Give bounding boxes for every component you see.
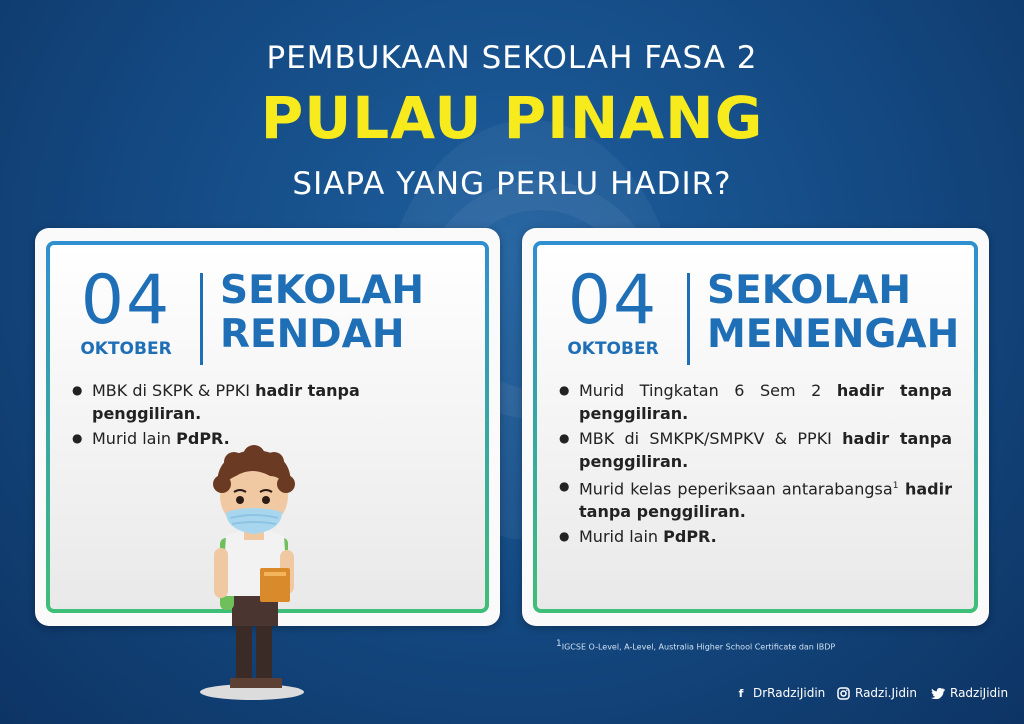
instagram-icon xyxy=(836,686,850,700)
item-text: MBK di SKPK & PPKI xyxy=(92,381,256,400)
criteria-list xyxy=(559,379,952,550)
list-item xyxy=(559,379,952,425)
item-text: Murid Tingkatan 6 Sem 2 xyxy=(579,381,837,400)
date-month: OKTOBER xyxy=(567,339,659,359)
date-number: 04 xyxy=(567,261,659,340)
social-facebook[interactable] xyxy=(734,686,825,700)
list-item xyxy=(559,525,952,548)
card-sekolah-menengah xyxy=(522,228,989,626)
item-text: Murid lain xyxy=(92,429,177,448)
item-bold-text: hadir tanpa penggiliran. xyxy=(579,429,952,471)
footnote-text: IGCSE O-Level, A-Level, Australia Higher School Certificate dan IBDP xyxy=(561,642,836,652)
card-title-line-2: MENENGAH xyxy=(707,312,960,357)
item-text: MBK di SMKPK/SMPKV & PPKI xyxy=(579,429,843,448)
header-line-1: PEMBUKAAN SEKOLAH FASA 2 xyxy=(266,40,758,76)
twitter-icon xyxy=(931,686,945,700)
facebook-handle: DrRadziJidin xyxy=(753,686,826,700)
card-title-line-1: SEKOLAH xyxy=(220,268,425,313)
card-title-line-2: RENDAH xyxy=(220,312,405,357)
twitter-handle: RadziJidin xyxy=(950,686,1009,700)
item-bold-text: PdPR. xyxy=(176,429,230,448)
list-item xyxy=(72,379,463,425)
item-bold-text: hadir tanpa penggiliran. xyxy=(579,479,953,522)
date-block xyxy=(557,261,669,359)
date-block xyxy=(70,261,182,359)
item-text: Murid lain xyxy=(579,527,664,547)
header-question: SIAPA YANG PERLU HADIR? xyxy=(292,166,732,202)
divider xyxy=(687,273,690,365)
list-item xyxy=(559,475,952,523)
date-month: OKTOBER xyxy=(80,339,172,359)
footnote xyxy=(556,639,835,652)
social-twitter[interactable] xyxy=(931,686,1008,700)
card-inner xyxy=(533,241,978,613)
student-illustration xyxy=(190,440,320,702)
card-title xyxy=(220,269,424,357)
footnote-number: 1 xyxy=(556,639,562,649)
footnote-marker: 1 xyxy=(892,481,899,491)
header-title: PULAU PINANG xyxy=(260,84,764,152)
instagram-handle: Radzi.Jidin xyxy=(855,686,917,700)
list-item xyxy=(559,427,952,473)
item-bold-text: hadir tanpa penggiliran. xyxy=(92,381,360,423)
item-text: Murid kelas peperiksaan antarabangsa xyxy=(579,479,893,499)
item-bold-text: PdPR. xyxy=(663,527,717,547)
item-bold-text: hadir tanpa penggiliran. xyxy=(579,381,953,423)
social-instagram[interactable] xyxy=(836,686,917,700)
facebook-icon: f xyxy=(738,686,744,700)
card-title xyxy=(707,269,959,357)
divider xyxy=(200,273,203,365)
date-number: 04 xyxy=(80,261,172,340)
card-title-line-1: SEKOLAH xyxy=(707,268,912,313)
